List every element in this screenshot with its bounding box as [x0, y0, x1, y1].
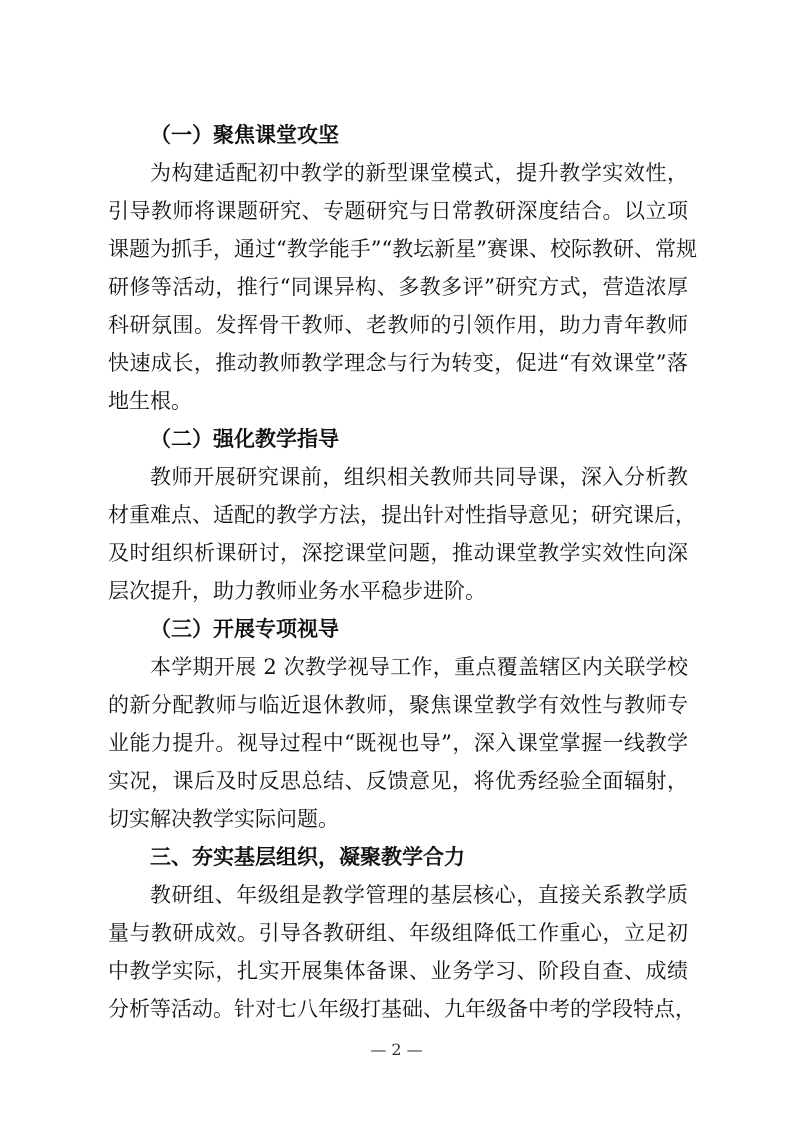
paragraph-line: 地生根。 [108, 389, 192, 413]
sub-heading-teaching-guidance: （二）强化教学指导 [150, 427, 339, 451]
paragraph-line: 教研组、年级组是教学管理的基层核心，直接关系教学质 [150, 883, 688, 907]
sub-heading-focus-classroom: （一）聚焦课堂攻坚 [150, 123, 339, 147]
paragraph-line: 实况，课后及时反思总结、反馈意见，将优秀经验全面辐射， [108, 769, 688, 793]
paragraph-line: 分析等活动。针对七八年级打基础、九年级备中考的学段特点， [108, 997, 696, 1021]
paragraph-line: 业能力提升。视导过程中“既视也导”，深入课堂掌握一线教学 [108, 731, 688, 755]
paragraph-line: 科研氛围。发挥骨干教师、老教师的引领作用，助力青年教师 [108, 313, 688, 337]
paragraph-line: 教师开展研究课前，组织相关教师共同导课，深入分析教 [150, 465, 688, 489]
paragraph-line: 引导教师将课题研究、专题研究与日常教研深度结合。以立项 [108, 199, 688, 223]
paragraph-line: 切实解决教学实际问题。 [108, 807, 339, 831]
paragraph-line: 为构建适配初中教学的新型课堂模式，提升教学实效性， [150, 161, 688, 185]
paragraph-line: 本学期开展 2 次教学视导工作，重点覆盖辖区内关联学校 [150, 655, 688, 679]
paragraph-line: 课题为抓手，通过“教学能手”“教坛新星”赛课、校际教研、常规 [108, 237, 697, 261]
paragraph-line: 的新分配教师与临近退休教师，聚焦课堂教学有效性与教师专 [108, 693, 688, 717]
paragraph-line: 中教学实际，扎实开展集体备课、业务学习、阶段自查、成绩 [108, 959, 688, 983]
paragraph-line: 量与教研成效。引导各教研组、年级组降低工作重心，立足初 [108, 921, 688, 945]
paragraph-line: 材重难点、适配的教学方法，提出针对性指导意见；研究课后， [108, 503, 696, 527]
page-number: — 2 — [370, 1040, 423, 1059]
section-heading-grassroots: 三、夯实基层组织，凝聚教学合力 [150, 845, 465, 869]
paragraph-line: 及时组织析课研讨，深挖课堂问题，推动课堂教学实效性向深 [108, 541, 688, 565]
paragraph-line: 研修等活动，推行“同课异构、多教多评”研究方式，营造浓厚 [108, 275, 688, 299]
paragraph-line: 快速成长，推动教师教学理念与行为转变，促进“有效课堂”落 [108, 351, 688, 375]
paragraph-line: 层次提升，助力教师业务水平稳步进阶。 [108, 579, 486, 603]
sub-heading-special-inspection: （三）开展专项视导 [150, 617, 339, 641]
document-body [108, 116, 697, 1028]
